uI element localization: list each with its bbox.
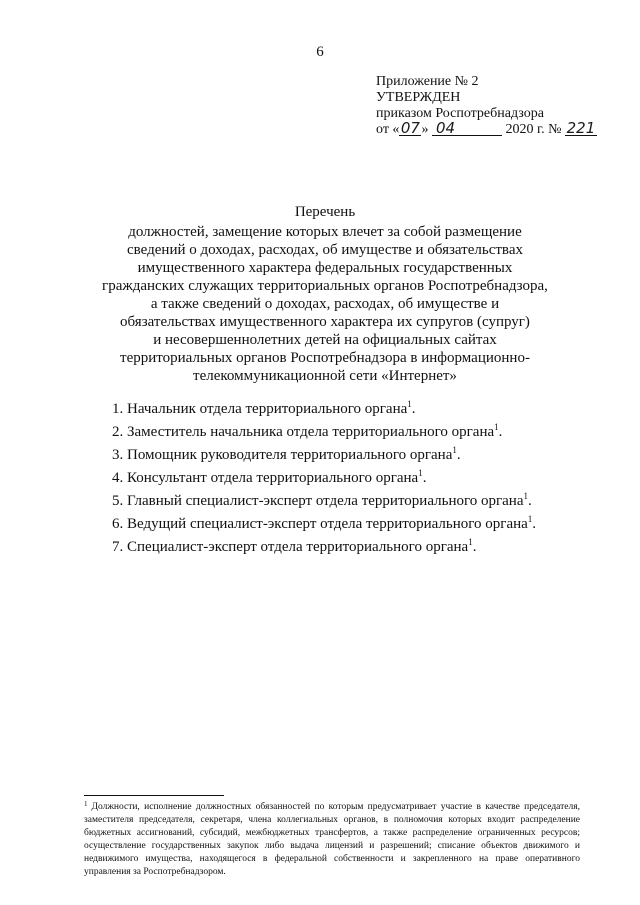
title-heading: Перечень [294, 204, 356, 220]
title-line: сведений о доходах, расходах, об имуществе и обязательствах [127, 242, 523, 258]
page-number: 6 [316, 44, 324, 60]
footnote-ref: 1 [468, 537, 473, 547]
order-date-line [376, 119, 597, 138]
order-label: приказом Роспотребнадзора [376, 106, 544, 121]
title-line: гражданских служащих территориальных органов Роспотребнадзора, [102, 278, 548, 294]
footnote-mark: 1 [84, 800, 88, 808]
list-item: 5. Главный специалист-эксперт отдела территориального органа$^1$. [112, 491, 532, 509]
list-item: 1. Начальник отдела территориального органа$^1$. [112, 399, 416, 417]
title-line: обязательствах имущественного характера их супругов (супруг) [120, 314, 530, 330]
order-number: 221 [566, 119, 596, 137]
position-text: 1. Начальник отдела территориального органа [112, 401, 408, 417]
year-suffix: 2020 г. № [505, 122, 562, 137]
footnote-ref: 1 [523, 491, 528, 501]
position-text: 7. Специалист-эксперт отдела территориального органа [112, 539, 469, 555]
title-line: территориальных органов Роспотребнадзора в информационно- [120, 350, 530, 366]
footnote-divider [84, 795, 224, 796]
list-title [100, 203, 550, 385]
title-line: а также сведений о доходах, расходах, об имуществе и [150, 296, 500, 312]
position-text: 5. Главный специалист-эксперт отдела территориального органа [112, 493, 524, 509]
list-item: 3. Помощник руководителя территориального органа$^1$. [112, 445, 461, 463]
footnote-ref: 1 [452, 445, 457, 455]
list-item: 2. Заместитель начальника отдела территориального органа$^1$. [112, 422, 503, 440]
positions-list [112, 398, 582, 559]
position-text: 3. Помощник руководителя территориального органа [112, 447, 453, 463]
title-line: имущественного характера федеральных государственных [137, 260, 513, 276]
list-item: 4. Консультант отдела территориального органа$^1$. [112, 468, 427, 486]
order-day: 07 [400, 119, 420, 137]
approval-block [376, 74, 597, 138]
title-line: телекоммуникационной сети «Интернет» [193, 368, 457, 384]
list-item: 6. Ведущий специалист-эксперт отдела территориального органа$^1$. [112, 514, 537, 532]
footnote-ref: 1 [418, 468, 423, 478]
list-item: 7. Специалист-эксперт отдела территориального органа$^1$. [112, 537, 477, 555]
date-prefix: от « [376, 122, 400, 137]
footnote-ref: 1 [494, 422, 499, 432]
footnote-ref: 1 [527, 514, 533, 524]
title-line: и несовершеннолетних детей на официальных сайтах [153, 332, 497, 348]
footnote [84, 801, 580, 879]
position-text: 6. Ведущий специалист-эксперт отдела территориального органа [112, 516, 528, 532]
footnote-ref: 1 [407, 399, 412, 409]
approved-label: УТВЕРЖДЕН [376, 90, 461, 105]
date-quote-close: » [421, 122, 429, 137]
footnote-text: Должности, исполнение должностных обязанностей по которым предусматривает участие в качестве председателя, заместителя председателя, секретаря, члена коллегиальных органов, в полномочия которых входит распределение бюджетных ассигнований, субсидий, межбюджетных трансфертов, а также распределение ограниченных ресурсов; осуществление государственных закупок либо выдача лицензий и разрешений; списание объектов движимого и недвижимого имущества, находящегося в федеральной собственности и закрепленного на праве оперативного управления за Роспотребнадзором. [84, 802, 580, 877]
position-text: 4. Консультант отдела территориального органа [112, 470, 419, 486]
title-line: должностей, замещение которых влечет за собой размещение [128, 224, 522, 240]
position-text: 2. Заместитель начальника отдела территориального органа [112, 424, 495, 440]
appendix-label: Приложение № 2 [376, 74, 479, 89]
order-month: 04 [432, 122, 502, 136]
